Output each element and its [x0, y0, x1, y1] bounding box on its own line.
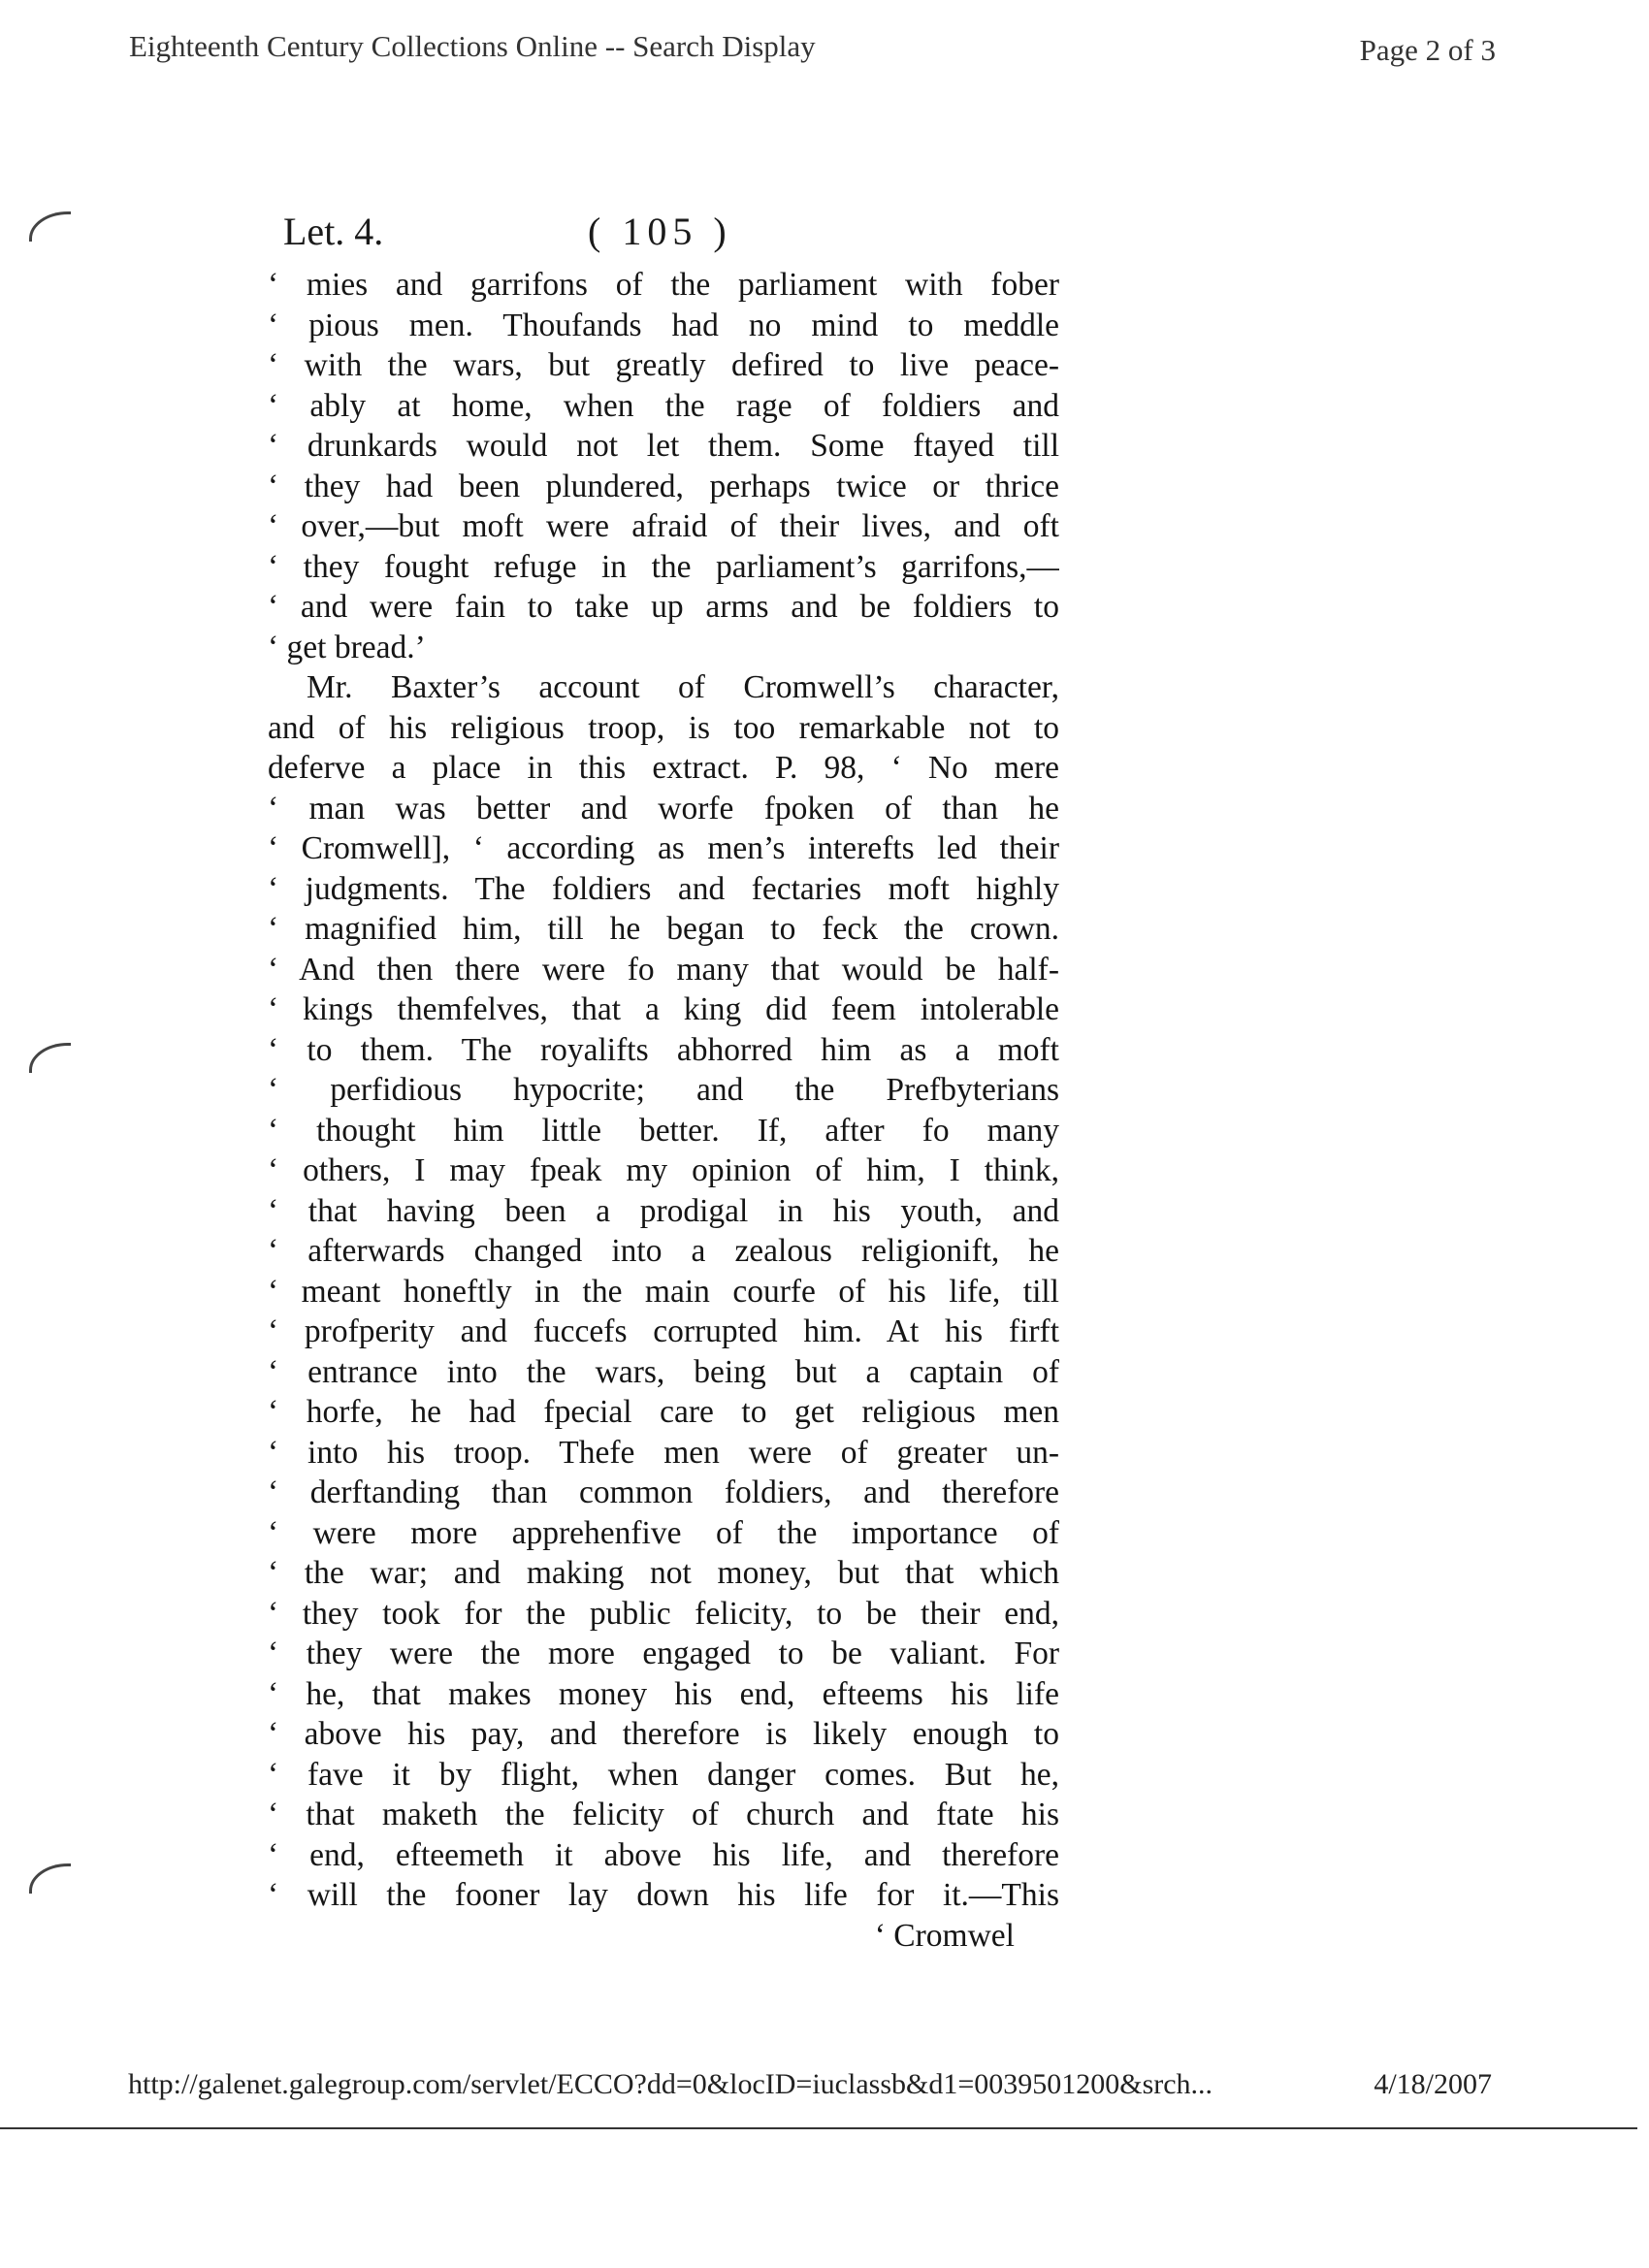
text-line: ‘ will the fooner lay down his life for it.—This [268, 1877, 1059, 1913]
text-line: ‘ they took for the public felicity, to be their end, [268, 1595, 1059, 1632]
print-footer-url: http://galenet.galegroup.com/servlet/ECCO?dd=0&locID=iuclassb&d1=0039501200&srch... [128, 2068, 1213, 2100]
text-line: and of his religious troop, is too remarkable not to [268, 709, 1059, 746]
scan-binding-mark [29, 1043, 71, 1073]
text-line: ‘ mies and garrifons of the parliament with fober [268, 267, 1059, 303]
text-line: ‘ others, I may fpeak my opinion of him, I think, [268, 1152, 1059, 1188]
text-line: ‘ and were fain to take up arms and be foldiers to [268, 589, 1059, 625]
scan-binding-mark [29, 211, 71, 242]
text-line: ‘ Cromwell], ‘ according as men’s interefts led their [268, 830, 1059, 866]
text-line: ‘ ably at home, when the rage of foldiers and [268, 387, 1059, 424]
text-line: ‘ get bread.’ [268, 629, 426, 665]
scanned-book-page [268, 209, 1059, 1984]
text-line: ‘ kings themfelves, that a king did feem intolerable [268, 991, 1059, 1027]
text-line: ‘ that having been a prodigal in his youth, and [268, 1192, 1059, 1229]
footer-divider [0, 2127, 1637, 2129]
text-line: ‘ judgments. The foldiers and fectaries moft highly [268, 870, 1059, 907]
text-line: ‘ he, that makes money his end, efteems his life [268, 1675, 1059, 1712]
catchword: ‘ Cromwel [874, 1917, 1015, 1954]
text-line: ‘ they were the more engaged to be valiant. For [268, 1636, 1059, 1671]
text-line: ‘ to them. The royalifts abhorred him as a moft [268, 1031, 1059, 1068]
text-line: ‘ drunkards would not let them. Some ftayed till [268, 428, 1059, 464]
book-text-block [268, 265, 1059, 1956]
letter-number: Let. 4. [283, 210, 384, 253]
text-line: ‘ fave it by flight, when danger comes. But he, [268, 1756, 1059, 1793]
text-line: ‘ perfidious hypocrite; and the Prefbyterians [268, 1072, 1059, 1108]
text-line: ‘ that maketh the felicity of church and ftate his [268, 1797, 1059, 1832]
text-line: ‘ the war; and making not money, but that which [268, 1555, 1059, 1591]
text-line: ‘ horfe, he had fpecial care to get religious men [268, 1394, 1059, 1430]
paragraph-start-line: Mr. Baxter’s account of Cromwell’s character, [307, 669, 1059, 705]
text-line: ‘ over,—but moft were afraid of their lives, and oft [268, 508, 1059, 544]
text-line: ‘ they had been plundered, perhaps twice or thrice [268, 468, 1059, 504]
text-line: ‘ above his pay, and therefore is likely enough to [268, 1716, 1059, 1752]
text-line: ‘ they fought refuge in the parliament’s garrifons,— [268, 548, 1059, 585]
text-line: ‘ afterwards changed into a zealous religionift, he [268, 1233, 1059, 1269]
text-line: ‘ entrance into the wars, being but a captain of [268, 1353, 1059, 1390]
text-line: ‘ pious men. Thoufands had no mind to meddle [268, 307, 1059, 343]
text-line: ‘ were more apprehenfive of the importance of [268, 1514, 1059, 1551]
book-page-number: ( 105 ) [588, 210, 732, 253]
text-line: ‘ thought him little better. If, after fo many [268, 1112, 1059, 1149]
text-line: ‘ man was better and worfe fpoken of than he [268, 790, 1059, 826]
text-line: ‘ into his troop. Thefe men were of greater un- [268, 1434, 1059, 1471]
text-line: ‘ derftanding than common foldiers, and therefore [268, 1474, 1059, 1510]
text-line: ‘ with the wars, but greatly defired to live peace- [268, 347, 1059, 383]
text-line: ‘ meant honeftly in the main courfe of his life, till [268, 1273, 1059, 1310]
text-line: deferve a place in this extract. P. 98, ‘ No mere [268, 750, 1059, 786]
print-header-title: Eighteenth Century Collections Online -- Search Display [129, 29, 816, 63]
text-line: ‘ end, efteemeth it above his life, and therefore [268, 1836, 1059, 1873]
print-footer-date: 4/18/2007 [1374, 2068, 1492, 2100]
scan-binding-mark [29, 1863, 71, 1894]
text-line: ‘ And then there were fo many that would be half- [268, 951, 1059, 988]
text-line: ‘ profperity and fuccefs corrupted him. At his firft [268, 1313, 1059, 1349]
text-line: ‘ magnified him, till he began to feck the crown. [268, 911, 1059, 947]
running-head [268, 209, 1059, 265]
print-page-indicator: Page 2 of 3 [1359, 33, 1496, 67]
